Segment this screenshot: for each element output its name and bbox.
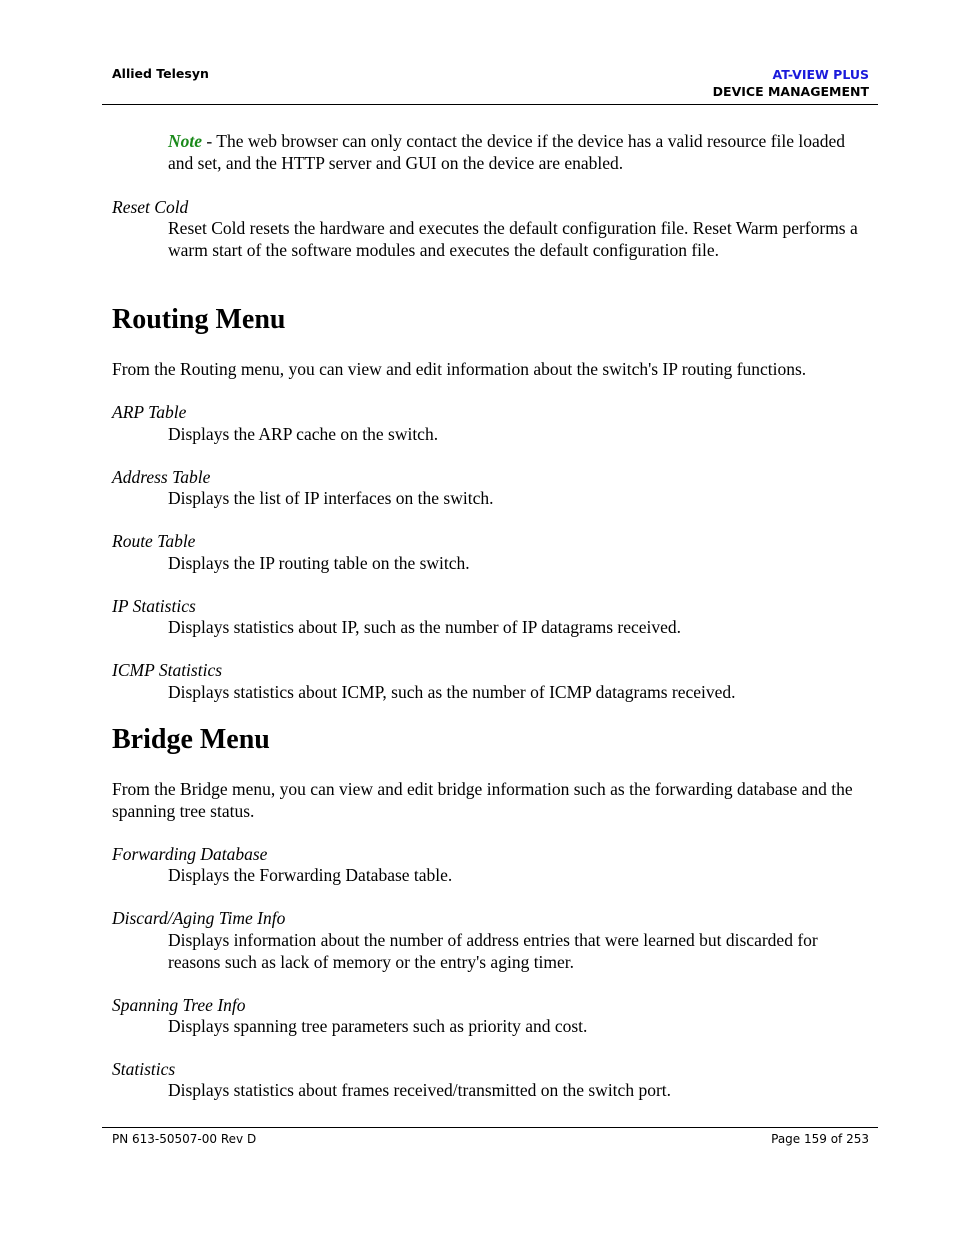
routing-menu-heading: Routing Menu xyxy=(112,304,286,335)
note-text: - The web browser can only contact the device if the device has a valid resource file loaded and set, and the HTTP server and GUI on the device are enabled. xyxy=(168,131,846,173)
term-route-table: Route Table xyxy=(112,531,196,551)
desc-spanning-tree-info: Displays spanning tree parameters such as priority and cost. xyxy=(168,1016,588,1036)
term-discard-aging: Discard/Aging Time Info xyxy=(112,908,286,928)
desc-reset-cold: Reset Cold resets the hardware and executes the default configuration file. Reset Warm performs a warm start of the software modules and executes the default configuration file. xyxy=(168,218,858,260)
bridge-menu-heading: Bridge Menu xyxy=(112,724,270,755)
desc-route-table: Displays the IP routing table on the switch. xyxy=(168,553,470,573)
footer-page-number: Page 159 of 253 xyxy=(771,1132,869,1146)
note-label: Note xyxy=(168,131,203,151)
desc-arp-table: Displays the ARP cache on the switch. xyxy=(168,424,439,444)
term-arp-table: ARP Table xyxy=(112,402,187,422)
term-reset-cold: Reset Cold xyxy=(112,197,189,217)
desc-address-table: Displays the list of IP interfaces on the switch. xyxy=(168,488,494,508)
desc-forwarding-database: Displays the Forwarding Database table. xyxy=(168,865,453,885)
footer-rule xyxy=(102,1127,878,1128)
routing-intro: From the Routing menu, you can view and edit information about the switch's IP routing functions. xyxy=(112,359,807,379)
desc-icmp-statistics: Displays statistics about ICMP, such as the number of ICMP datagrams received. xyxy=(168,682,736,702)
header-product: AT-VIEW PLUS xyxy=(772,67,869,82)
header-title-block xyxy=(713,66,869,100)
header-company: Allied Telesyn xyxy=(112,66,209,81)
header-section: DEVICE MANAGEMENT xyxy=(712,84,869,99)
term-ip-statistics: IP Statistics xyxy=(112,596,196,616)
desc-ip-statistics: Displays statistics about IP, such as the number of IP datagrams received. xyxy=(168,617,682,637)
term-address-table: Address Table xyxy=(112,467,211,487)
header-rule xyxy=(102,104,878,105)
desc-discard-aging: Displays information about the number of address entries that were learned but discarded for reasons such as lack of memory or the entry's aging timer. xyxy=(168,930,818,972)
term-forwarding-database: Forwarding Database xyxy=(112,844,268,864)
bridge-intro: From the Bridge menu, you can view and edit bridge information such as the forwarding database and the spanning tree status. xyxy=(112,779,853,821)
term-statistics: Statistics xyxy=(112,1059,176,1079)
footer-part-number: PN 613-50507-00 Rev D xyxy=(112,1132,257,1146)
term-spanning-tree-info: Spanning Tree Info xyxy=(112,995,246,1015)
note-paragraph xyxy=(168,130,868,174)
term-icmp-statistics: ICMP Statistics xyxy=(112,660,223,680)
desc-statistics: Displays statistics about frames received/transmitted on the switch port. xyxy=(168,1080,672,1100)
